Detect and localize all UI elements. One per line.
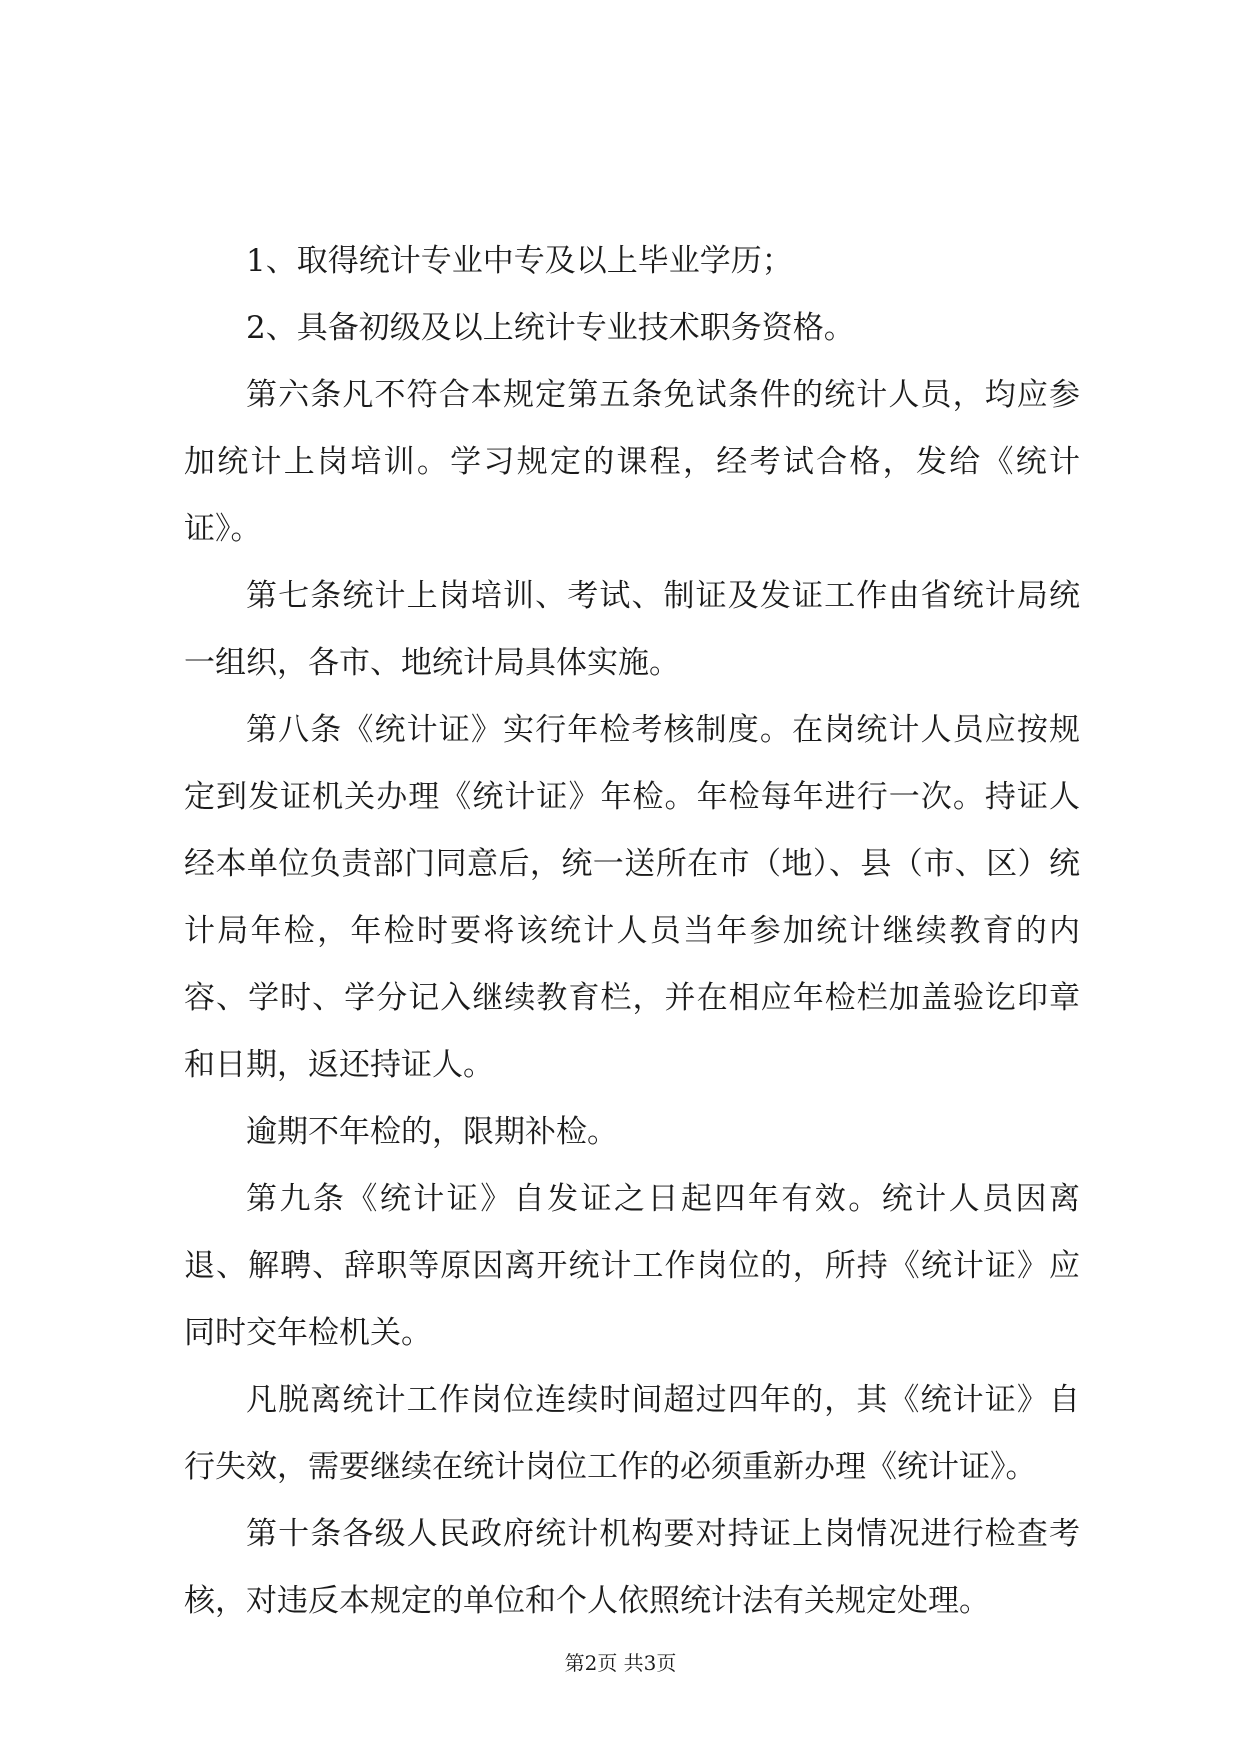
paragraph-item-2: 2、具备初级及以上统计专业技术职务资格。 <box>246 310 855 346</box>
paragraph-item-1: 1、取得统计专业中专及以上毕业学历； <box>246 243 793 279</box>
paragraph-expiry: 凡脱离统计工作岗位连续时间超过四年的，其《统计证》自行失效，需要继续在统计岗位工作的必须重新办理《统计证》。 <box>184 1382 1080 1485</box>
paragraph-article-10: 第十条各级人民政府统计机构要对持证上岗情况进行检查考核，对违反本规定的单位和个人依照统计法有关规定处理。 <box>184 1516 1080 1619</box>
paragraph-article-8: 第八条《统计证》实行年检考核制度。在岗统计人员应按规定到发证机关办理《统计证》年检。年检每年进行一次。持证人经本单位负责部门同意后，统一送所在市（地）、县（市、区）统计局年检，年检时要将该统计人员当年参加统计继续教育的内容、学时、学分记入继续教育栏，并在相应年检栏加盖验讫印章和日期，返还持证人。 <box>184 712 1080 1083</box>
page-number-footer: 第2页 共3页 <box>564 1651 677 1675</box>
paragraph-article-6: 第六条凡不符合本规定第五条免试条件的统计人员，均应参加统计上岗培训。学习规定的课程，经考试合格，发给《统计证》。 <box>184 377 1080 547</box>
document-body <box>184 228 1080 1635</box>
paragraph-overdue: 逾期不年检的，限期补检。 <box>246 1114 618 1150</box>
paragraph-article-7: 第七条统计上岗培训、考试、制证及发证工作由省统计局统一组织，各市、地统计局具体实施。 <box>184 578 1080 681</box>
paragraph-article-9: 第九条《统计证》自发证之日起四年有效。统计人员因离退、解聘、辞职等原因离开统计工作岗位的，所持《统计证》应同时交年检机关。 <box>184 1181 1080 1351</box>
